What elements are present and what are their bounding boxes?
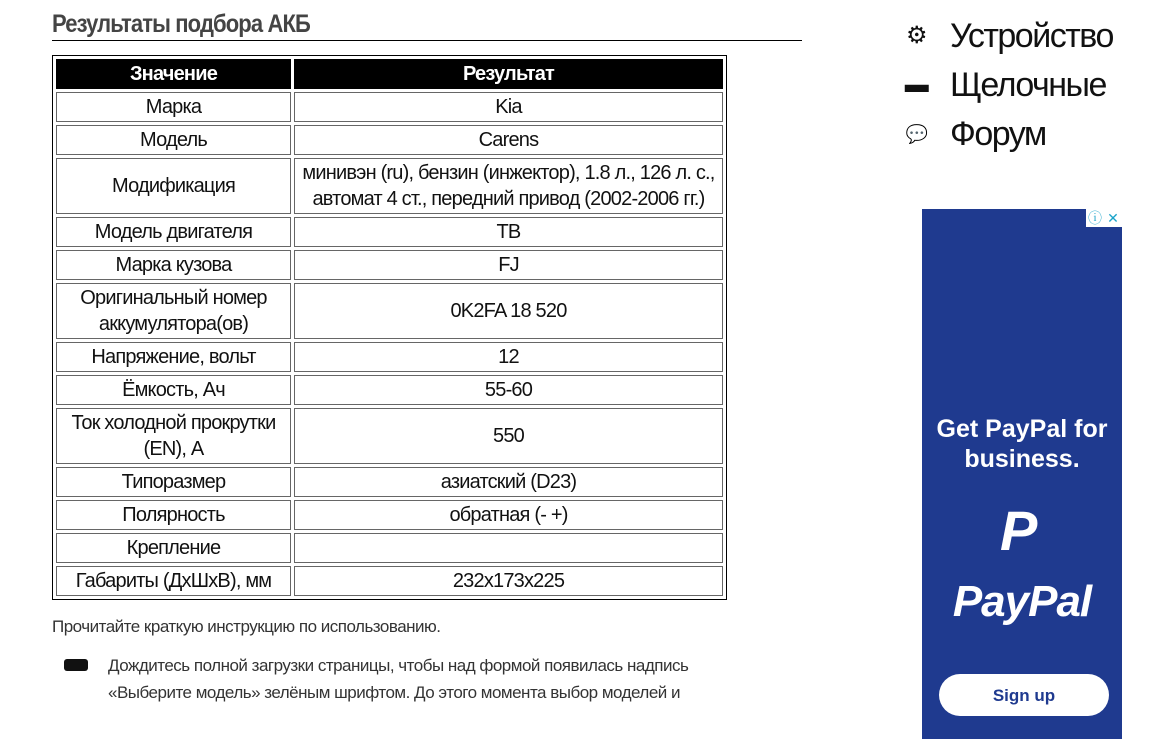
table-row xyxy=(56,158,723,214)
table-row xyxy=(56,125,723,155)
table-row xyxy=(56,92,723,122)
table-row xyxy=(56,250,723,280)
results-table xyxy=(52,55,727,600)
label-cell: Модификация xyxy=(56,158,291,214)
title-divider xyxy=(52,40,802,41)
header-result: Результат xyxy=(294,59,723,89)
result-cell: азиатский (D23) xyxy=(294,467,723,497)
label-cell: Оригинальный номер аккумулятора(ов) xyxy=(56,283,291,339)
paypal-logo-icon: P xyxy=(1000,499,1038,562)
page-title: Результаты подбора АКБ xyxy=(52,10,310,38)
result-cell: Kia xyxy=(294,92,723,122)
close-icon[interactable]: ✕ xyxy=(1107,210,1119,226)
label-cell: Напряжение, вольт xyxy=(56,342,291,372)
instruction-list-item xyxy=(52,652,752,706)
label-cell: Типоразмер xyxy=(56,467,291,497)
chat-icon: 💬 xyxy=(905,124,927,144)
result-cell: 55-60 xyxy=(294,375,723,405)
result-cell: обратная (- +) xyxy=(294,500,723,530)
label-cell: Крепление xyxy=(56,533,291,563)
menu-label: Щелочные xyxy=(950,66,1106,104)
menu-item-device[interactable] xyxy=(900,16,1113,56)
result-cell: FJ xyxy=(294,250,723,280)
header-value: Значение xyxy=(56,59,291,89)
paypal-wordmark: PayPal xyxy=(952,577,1092,626)
table-row xyxy=(56,566,723,596)
battery-icon xyxy=(64,659,88,671)
info-icon[interactable]: ⓘ xyxy=(1088,210,1102,226)
gear-icon: ⚙ xyxy=(905,22,926,49)
result-cell: минивэн (ru), бензин (инжектор), 1.8 л., 126 л. с., автомат 4 ст., передний привод (2002-2006 гг.) xyxy=(294,158,723,214)
drill-icon: ▬ xyxy=(904,71,928,98)
table-row xyxy=(56,342,723,372)
result-cell: 0K2FA 18 520 xyxy=(294,283,723,339)
table-row xyxy=(56,408,723,464)
sign-up-button[interactable]: Sign up xyxy=(939,674,1109,716)
table-row xyxy=(56,533,723,563)
label-cell: Марка кузова xyxy=(56,250,291,280)
result-cell xyxy=(294,533,723,563)
label-cell: Ток холодной прокрутки (EN), А xyxy=(56,408,291,464)
paypal-ad[interactable] xyxy=(922,209,1122,739)
label-cell: Полярность xyxy=(56,500,291,530)
label-cell: Модель xyxy=(56,125,291,155)
menu-label: Устройство xyxy=(950,17,1113,55)
table-row xyxy=(56,500,723,530)
table-row xyxy=(56,375,723,405)
instruction-note: Прочитайте краткую инструкцию по использованию. xyxy=(52,617,441,636)
result-cell: TB xyxy=(294,217,723,247)
label-cell: Марка xyxy=(56,92,291,122)
label-cell: Ёмкость, Ач xyxy=(56,375,291,405)
ad-headline: Get PayPal for business. xyxy=(936,415,1108,473)
result-cell: Carens xyxy=(294,125,723,155)
menu-label: Форум xyxy=(950,115,1046,153)
menu-item-alkaline[interactable] xyxy=(900,65,1106,105)
table-row xyxy=(56,283,723,339)
table-row xyxy=(56,217,723,247)
main-content xyxy=(52,55,752,706)
label-cell: Габариты (ДхШхВ), мм xyxy=(56,566,291,596)
menu-item-forum[interactable] xyxy=(900,114,1046,154)
result-cell: 232x173x225 xyxy=(294,566,723,596)
instruction-item: Дождитесь полной загрузки страницы, чтобы над формой появилась надпись «Выберите модель» зелёным шрифтом. До этого момента выбор моделей и xyxy=(108,656,689,702)
label-cell: Модель двигателя xyxy=(56,217,291,247)
result-cell: 12 xyxy=(294,342,723,372)
table-row xyxy=(56,467,723,497)
result-cell: 550 xyxy=(294,408,723,464)
